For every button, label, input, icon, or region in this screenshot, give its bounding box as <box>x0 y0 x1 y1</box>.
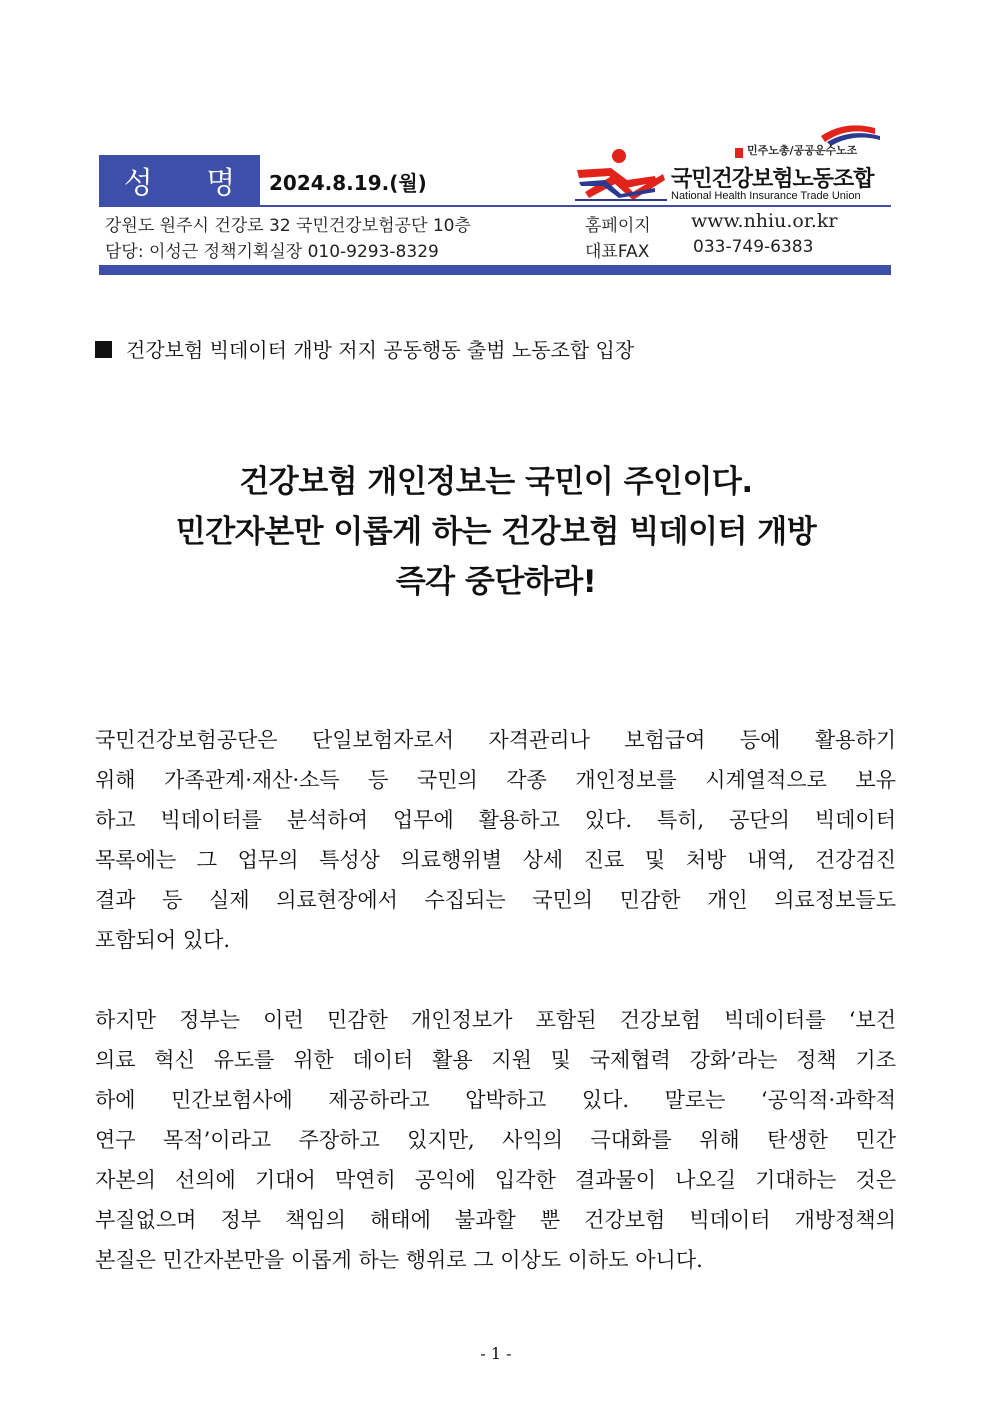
paragraph-line: 연구 목적’이라고 주장하고 있지만, 사익의 극대화를 위해 탄생한 민간 <box>95 1128 896 1152</box>
paragraph-1 <box>95 720 896 960</box>
paragraph-2 <box>95 1000 896 1280</box>
paragraph-line: 목록에는 그 업무의 특성상 의료행위별 상세 진료 및 처방 내역, 건강검진 <box>95 848 896 872</box>
paragraph-line: 포함되어 있다. <box>95 928 231 952</box>
paragraph-line: 의료 혁신 유도를 위한 데이터 활용 지원 및 국제협력 강화’라는 정책 기조 <box>95 1048 896 1072</box>
paragraph-line: 자본의 선의에 기대어 막연히 공익에 입각한 결과물이 나오길 기대하는 것은 <box>95 1168 896 1192</box>
subheading-text: 건강보험 빅데이터 개방 저지 공동행동 출범 노동조합 입장 <box>126 338 635 362</box>
page-number: - 1 - <box>480 1344 512 1363</box>
paragraph-line: 하고 빅데이터를 분석하여 업무에 활용하고 있다. 특히, 공단의 빅데이터 <box>95 808 896 832</box>
paragraph-line: 결과 등 실제 의료현장에서 수집되는 국민의 민감한 개인 의료정보들도 <box>95 888 896 912</box>
statement-date: 2024.8.19.(월) <box>269 171 427 195</box>
paragraph-line: 본질은 민간자본만을 이롭게 하는 행위로 그 이상도 이하도 아니다. <box>95 1248 703 1272</box>
fax-number: 033-749-6383 <box>693 237 814 257</box>
header-bottom-bar <box>99 265 891 275</box>
emblem-head <box>612 149 626 163</box>
paragraph-line: 하지만 정부는 이런 민감한 개인정보가 포함된 건강보험 빅데이터를 ‘보건 <box>95 1008 896 1032</box>
homepage-link[interactable]: www.nhiu.or.kr <box>691 210 838 232</box>
title-line-1: 건강보험 개인정보는 국민이 주인이다. <box>239 464 753 500</box>
paragraph-line: 부질없으며 정부 책임의 해태에 불과할 뿐 건강보험 빅데이터 개방정책의 <box>95 1208 896 1232</box>
fax-label: 대표FAX <box>585 242 650 262</box>
fist-mark <box>735 148 743 158</box>
logo-english-name: National Health Insurance Trade Union <box>671 190 861 202</box>
homepage-label: 홈페이지 <box>585 216 651 236</box>
address-text: 강원도 원주시 건강로 32 국민건강보험공단 10층 <box>105 216 471 236</box>
paragraph-line: 하에 민간보험사에 제공하라고 압박하고 있다. 말로는 ‘공익적·과학적 <box>95 1088 896 1112</box>
contact-text: 담당: 이성근 정책기획실장 010-9293-8329 <box>105 242 439 262</box>
statement-label: 성 명 <box>99 155 260 205</box>
paragraph-line: 국민건강보험공단은 단일보험자로서 자격관리나 보험급여 등에 활용하기 <box>95 728 896 752</box>
logo-union-name: 국민건강보험노동조합 <box>671 167 874 192</box>
title-line-3: 즉각 중단하라! <box>395 564 597 600</box>
square-bullet-icon <box>95 341 112 358</box>
union-logo <box>575 118 895 206</box>
paragraph-line: 위해 가족관계·재산·소득 등 국민의 각종 개인정보를 시계열적으로 보유 <box>95 768 896 792</box>
logo-affiliation: 민주노총/공공운수노조 <box>747 144 858 157</box>
subheading <box>95 334 634 363</box>
title-line-2: 민간자본만 이롭게 하는 건강보험 빅데이터 개방 <box>175 514 817 550</box>
